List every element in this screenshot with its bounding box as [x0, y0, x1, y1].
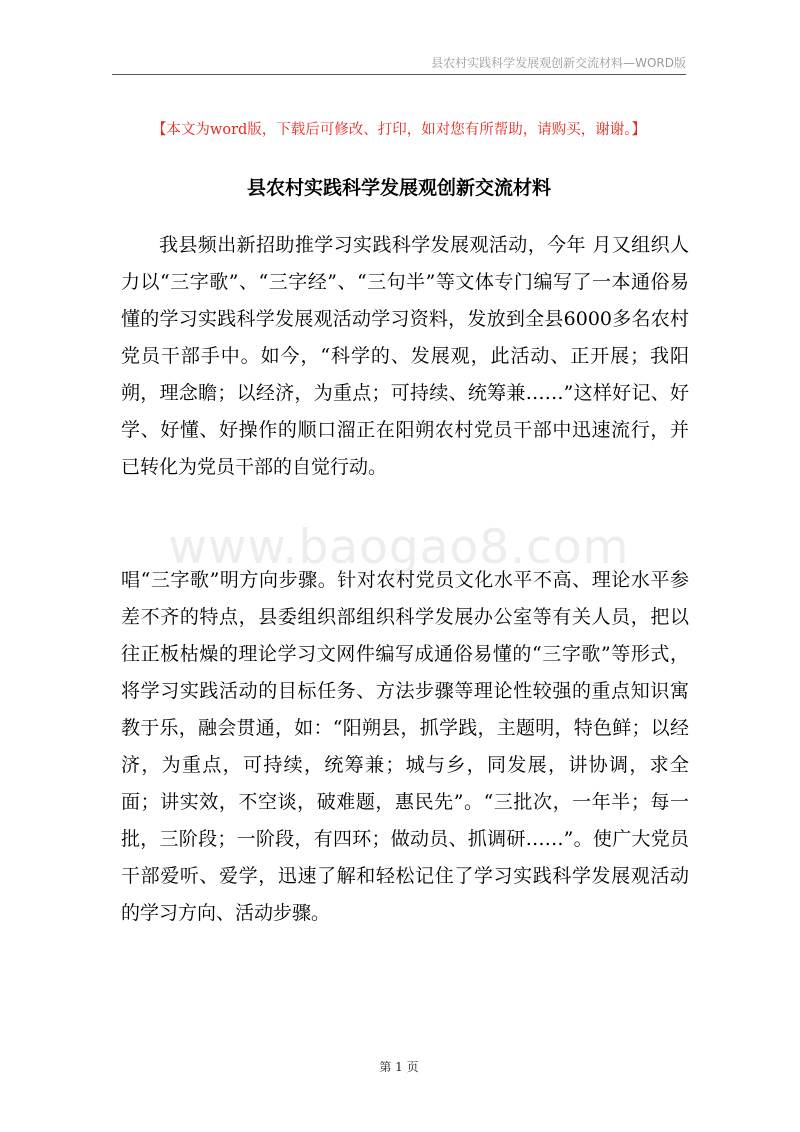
- running-header: 县农村实践科学发展观创新交流材料—WORD版: [431, 56, 686, 70]
- document-title: 县农村实践科学发展观创新交流材料: [246, 177, 551, 199]
- site-watermark: www.baogao8.com: [168, 520, 630, 575]
- body-paragraph-1: 我县频出新招助推学习实践科学发展观活动，今年 月又组织人力以“三字歌”、“三字经”、“三句半”等文体专门编写了一本通俗易懂的学习实践科学发展观活动学习资料，发放到全县6000多名农村党员干部手中。如今，“科学的、发展观，此活动、正开展；我阳朔，理念瞻；以经济，为重点；可持续、统筹兼……”这样好记、好学、好懂、好操作的顺口溜正在阳朔农村党员干部中迅速流行，并已转化为党员干部的自觉行动。: [121, 234, 689, 478]
- header-divider: [112, 74, 686, 75]
- purchase-notice: 【本文为word版，下载后可修改、打印，如对您有所帮助，请购买，谢谢。】: [151, 122, 647, 138]
- page-number: 第 1 页: [379, 1060, 419, 1074]
- body-paragraph-2: 唱“三字歌”明方向步骤。针对农村党员文化水平不高、理论水平参差不齐的特点，县委组织部组织科学发展办公室等有关人员，把以往正板枯燥的理论学习文网件编写成通俗易懂的“三字歌”等形式，将学习实践活动的目标任务、方法步骤等理论性较强的重点知识寓教于乐，融会贯通，如：“阳朔县，抓学践，主题明，特色鲜；以经济，为重点，可持续，统筹兼；城与乡，同发展，讲协调，求全面；讲实效，不空谈，破难题，惠民先”。“三批次，一年半；每一批，三阶段；一阶段，有四环；做动员、抓调研……”。使广大党员干部爱听、爱学，迅速了解和轻松记住了学习实践科学发展观活动的学习方向、活动步骤。: [121, 569, 689, 924]
